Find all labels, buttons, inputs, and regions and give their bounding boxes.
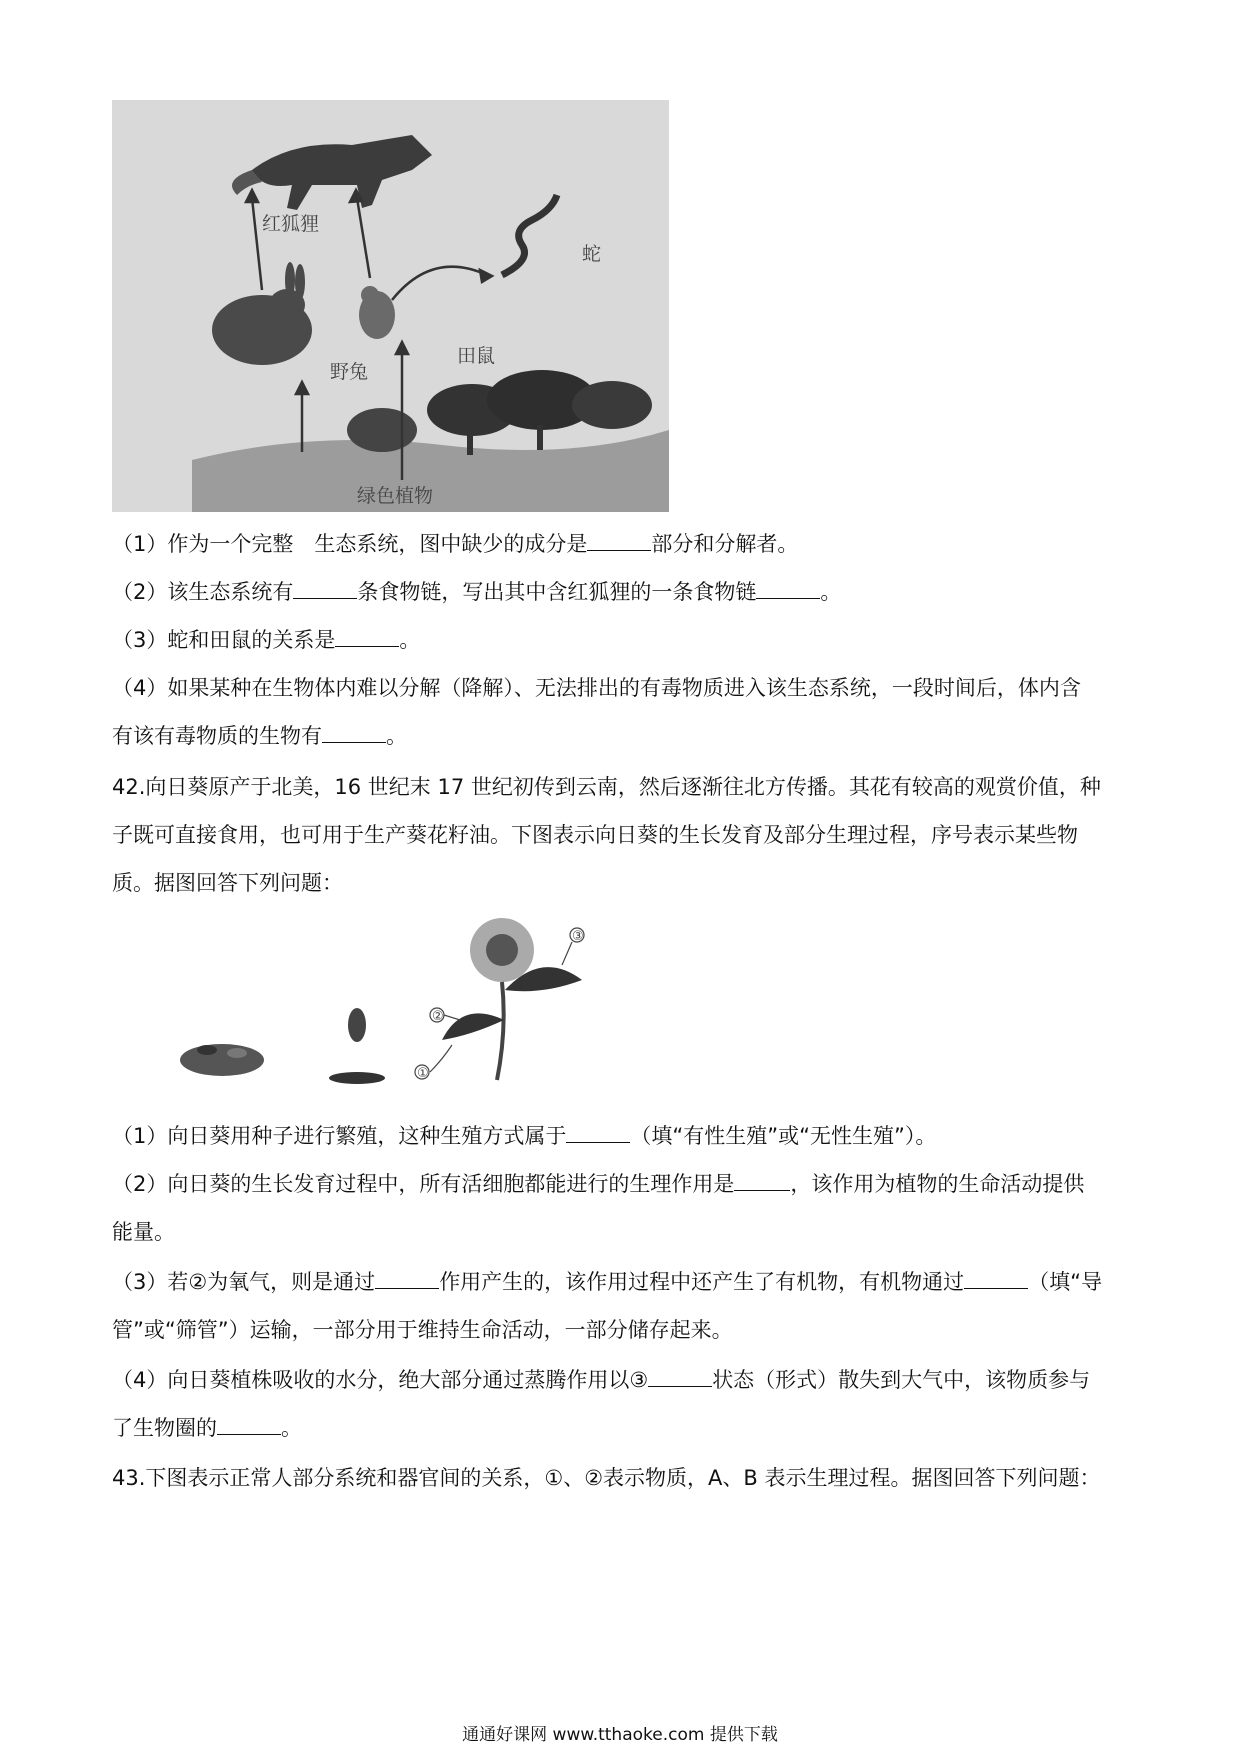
food-web-illustration <box>112 100 669 512</box>
answer-blank[interactable] <box>375 1262 439 1289</box>
q42-part2: （2）向日葵的生长发育过程中，所有活细胞都能进行的生理作用是 ，该作用为植物的生命活动提供 能量。 <box>112 1160 1132 1256</box>
green-plants-label: 绿色植物 <box>357 485 434 507</box>
answer-blank[interactable] <box>566 1116 630 1143</box>
q43-intro: 43.下图表示正常人部分系统和器官间的关系，①、②表示物质，A、B 表示生理过程。据图回答下列问题： <box>112 1466 1101 1490</box>
answer-blank[interactable] <box>335 620 399 647</box>
marker-2: ② <box>432 1009 444 1024</box>
answer-blank[interactable] <box>322 716 386 743</box>
sunflower-figure <box>112 910 672 1100</box>
food-web-figure <box>112 100 669 512</box>
q41-part2: （2）该生态系统有 条食物链，写出其中含红狐狸的一条食物链 。 <box>112 568 1132 616</box>
field-mouse-label: 田鼠 <box>457 345 496 367</box>
page-footer: 通通好课网 www.tthaoke.com 提供下载 <box>462 1725 778 1745</box>
answer-blank[interactable] <box>587 524 651 551</box>
answer-blank[interactable] <box>293 572 357 599</box>
marker-1: ① <box>417 1066 429 1081</box>
q42-part4: （4）向日葵植株吸收的水分，绝大部分通过蒸腾作用以③ 状态（形式）散失到大气中，该物质参与 了生物圈的 。 <box>112 1356 1132 1452</box>
q41-part3: （3）蛇和田鼠的关系是 。 <box>112 616 1132 664</box>
q41-part4: （4）如果某种在生物体内难以分解（降解）、无法排出的有毒物质进入该生态系统，一段时间后，体内含 有该有毒物质的生物有 。 <box>112 676 1081 748</box>
q42-intro: 42.向日葵原产于北美，16 世纪末 17 世纪初传到云南，然后逐渐往北方传播。其花有较高的观赏价值，种 子既可直接食用，也可用于生产葵花籽油。下图表示向日葵的生长发育及部分生理过程，序号表示某些物 质。据图回答下列问题： <box>112 775 1101 895</box>
sunflower-illustration <box>112 910 672 1100</box>
q42-part3: （3）若②为氧气，则是通过 作用产生的，该作用过程中还产生了有机物，有机物通过 （填“导 管”或“筛管”）运输，一部分用于维持生命活动，一部分储存起来。 <box>112 1258 1132 1354</box>
marker-3: ③ <box>572 929 584 944</box>
germinating-seed-image <box>329 1008 385 1084</box>
answer-blank[interactable] <box>648 1360 712 1387</box>
q41-part1: （1）作为一个完整 生态系统，图中缺少的成分是 部分和分解者。 <box>112 520 1132 568</box>
sunflower-plant-image <box>442 918 582 1080</box>
q42-part1: （1）向日葵用种子进行繁殖，这种生殖方式属于 （填“有性生殖”或“无性生殖”）。 <box>112 1112 1132 1160</box>
rabbit-label: 野兔 <box>330 361 369 383</box>
snake-label: 蛇 <box>582 243 602 265</box>
answer-blank[interactable] <box>217 1408 281 1435</box>
answer-blank[interactable] <box>734 1164 790 1191</box>
seed-pile-image <box>180 1044 264 1076</box>
answer-blank[interactable] <box>756 572 820 599</box>
answer-blank[interactable] <box>964 1262 1028 1289</box>
fox-label: 红狐狸 <box>262 213 320 235</box>
